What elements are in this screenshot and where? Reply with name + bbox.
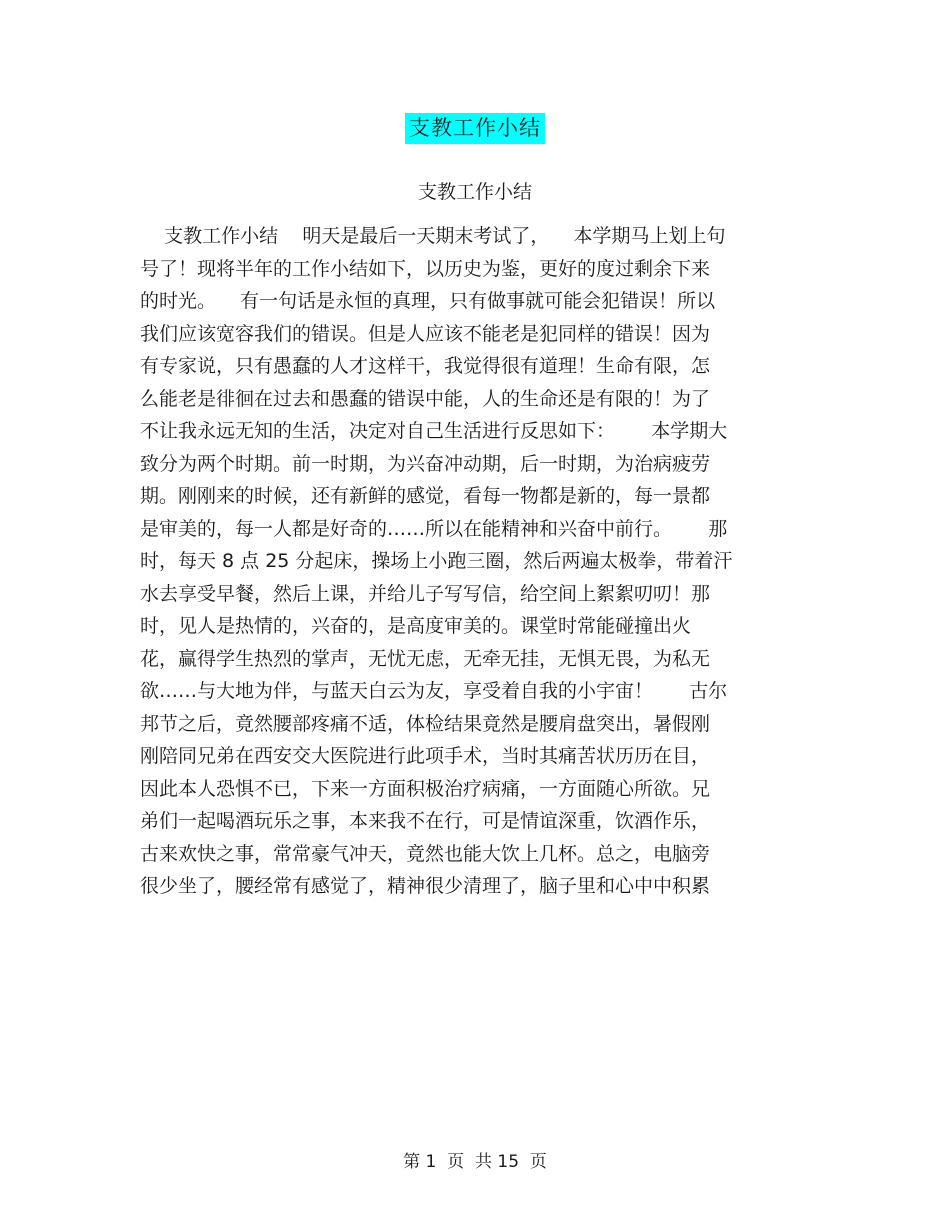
body-line: 不让我永远无知的生活，决定对自己生活进行反思如下： 本学期大: [140, 420, 728, 442]
body-line: 弟们一起喝酒玩乐之事，本来我不在行，可是情谊深重，饮酒作乐，: [140, 810, 711, 832]
body-line: 号了！现将半年的工作小结如下，以历史为鉴，更好的度过剩余下来: [140, 257, 711, 280]
body-line: 有专家说，只有愚蠢的人才这样干，我觉得很有道理！生命有限，怎: [140, 355, 711, 377]
body-line: 花，赢得学生热烈的掌声，无忧无虑，无牵无挂，无惧无畏，为私无: [140, 647, 711, 670]
body-line: 欲……与大地为伴，与蓝天白云为友，享受着自我的小宇宙！ 古尔: [140, 680, 728, 702]
body-line: 么能老是徘徊在过去和愚蠢的错误中能，人的生命还是有限的！为了: [140, 387, 711, 410]
document-body: [140, 220, 800, 903]
document-subtitle: 支教工作小结: [417, 181, 532, 203]
body-line: 刚陪同兄弟在西安交大医院进行此项手术，当时其痛苦状历历在目，: [140, 745, 711, 767]
body-line: 因此本人恐惧不已，下来一方面积极治疗病痛，一方面随心所欲。兄: [140, 777, 711, 800]
body-line: 是审美的，每一人都是好奇的……所以在能精神和兴奋中前行。 那: [140, 517, 728, 540]
body-line: 时，每天 8 点 25 分起床，操场上小跑三圈，然后两遍太极拳，带着汗: [140, 550, 733, 572]
body-line: 我们应该宽容我们的错误。但是人应该不能老是犯同样的错误！因为: [140, 322, 711, 345]
title-container: [0, 113, 950, 144]
body-line: 古来欢快之事，常常豪气冲天，竟然也能大饮上几杯。总之，电脑旁: [140, 842, 711, 865]
body-line: 时，见人是热情的，兴奋的，是高度审美的。课堂时常能碰撞出火: [140, 615, 692, 637]
body-line: 水去享受早餐，然后上课，并给儿子写写信，给空间上絮絮叨叨！那: [140, 582, 711, 605]
document-title: 支教工作小结: [405, 113, 545, 144]
body-line: 致分为两个时期。前一时期，为兴奋冲动期，后一时期，为治病疲劳: [140, 452, 711, 475]
body-line: 邦节之后，竟然腰部疼痛不适，体检结果竟然是腰肩盘突出，暑假刚: [140, 712, 711, 735]
page-footer: 第 1 页 共 15 页: [403, 1152, 547, 1172]
body-line: 支教工作小结 明天是最后一天期末考试了， 本学期马上划上句: [140, 225, 726, 247]
body-line: 很少坐了，腰经常有感觉了，精神很少清理了，脑子里和心中中积累: [140, 875, 711, 897]
body-line: 的时光。 有一句话是永恒的真理，只有做事就可能会犯错误！所以: [140, 290, 716, 312]
body-line: 期。刚刚来的时候，还有新鲜的感觉，看每一物都是新的，每一景都: [140, 485, 711, 507]
